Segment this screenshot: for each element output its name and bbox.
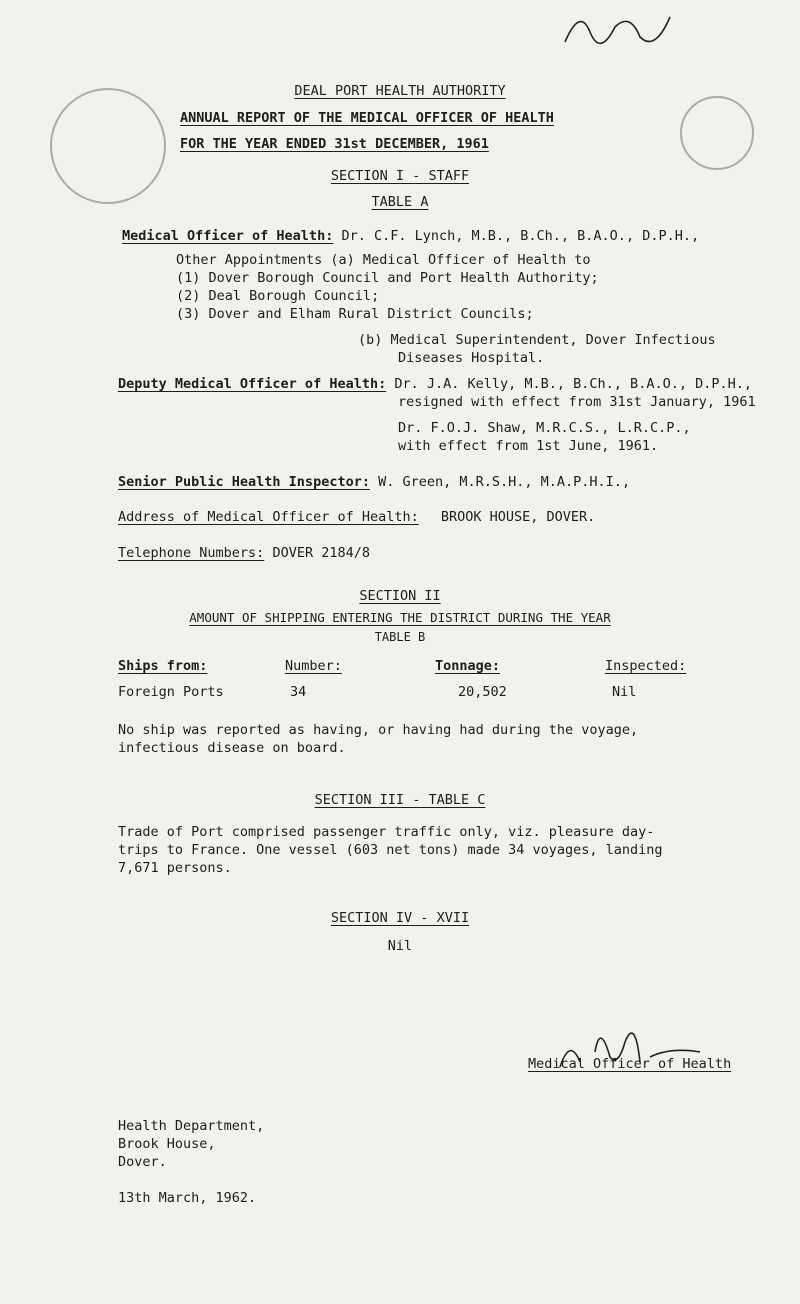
top-signature-scribble (560, 2, 680, 57)
col-number: Number: (285, 658, 342, 674)
phone-line (118, 545, 370, 561)
inspector-label: Senior Public Health Inspector: (118, 474, 370, 490)
inspector-line (118, 474, 630, 490)
moh-value: Dr. C.F. Lynch, M.B., B.Ch., B.A.O., D.P.H., (341, 228, 700, 244)
section3-text-3: 7,671 persons. (118, 860, 232, 876)
deputy-value-2: resigned with effect from 31st January, 1961 (398, 394, 756, 410)
right-seal-stamp (680, 96, 754, 170)
section4-value: Nil (387, 938, 413, 954)
row-inspected: Nil (612, 684, 637, 700)
section3-text-1: Trade of Port comprised passenger traffic only, viz. pleasure day- (118, 824, 655, 840)
footer-address-1: Health Department, (118, 1118, 265, 1134)
col-ships-from: Ships from: (118, 658, 208, 674)
section1-title: SECTION I - STAFF (330, 168, 470, 184)
deputy-value-4: with effect from 1st June, 1961. (398, 438, 659, 454)
footer-date: 13th March, 1962. (118, 1190, 257, 1206)
col-inspected: Inspected: (605, 658, 687, 674)
deputy-value-1: Dr. J.A. Kelly, M.B., B.Ch., B.A.O., D.P.H., (394, 376, 752, 392)
left-seal-stamp (50, 88, 166, 204)
phone-label: Telephone Numbers: (118, 545, 265, 561)
footer-address-3: Dover. (118, 1154, 167, 1170)
row-ships-from: Foreign Ports (118, 684, 224, 700)
appointment-2: (2) Deal Borough Council; (176, 288, 380, 304)
section2-note-1: No ship was reported as having, or having had during the voyage, (118, 722, 639, 738)
moh-line (122, 228, 699, 244)
section2-note-2: infectious disease on board. (118, 740, 346, 756)
section4-title: SECTION IV - XVII (330, 910, 470, 926)
deputy-label: Deputy Medical Officer of Health: (118, 376, 387, 392)
row-tonnage: 20,502 (458, 684, 507, 700)
inspector-value: W. Green, M.R.S.H., M.A.P.H.I., (378, 474, 631, 490)
appointment-1: (1) Dover Borough Council and Port Health Authority; (176, 270, 599, 286)
appointment-3: (3) Dover and Elham Rural District Councils; (176, 306, 534, 322)
section2-subtitle: AMOUNT OF SHIPPING ENTERING THE DISTRICT DURING THE YEAR (189, 610, 611, 625)
section3-title: SECTION III - TABLE C (314, 792, 486, 808)
footer-address-2: Brook House, (118, 1136, 216, 1152)
phone-value: DOVER 2184/8 (272, 545, 370, 561)
header-report-title: ANNUAL REPORT OF THE MEDICAL OFFICER OF HEALTH (180, 110, 554, 126)
other-appointments: Other Appointments (a) Medical Officer of Health to (176, 252, 591, 268)
header-authority: DEAL PORT HEALTH AUTHORITY (294, 83, 506, 99)
signature-title: Medical Officer of Health (528, 1056, 732, 1072)
table-b-label: TABLE B (374, 630, 426, 644)
address-value: BROOK HOUSE, DOVER. (440, 509, 596, 525)
deputy-value-3: Dr. F.O.J. Shaw, M.R.C.S., L.R.C.P., (398, 420, 691, 436)
section2-title: SECTION II (359, 588, 441, 604)
header-year-ended: FOR THE YEAR ENDED 31st DECEMBER, 1961 (180, 136, 489, 152)
section3-text-2: trips to France. One vessel (603 net tons) made 34 voyages, landing (118, 842, 663, 858)
row-number: 34 (290, 684, 307, 700)
deputy-line (118, 376, 752, 392)
table-a-label: TABLE A (371, 194, 429, 210)
col-tonnage: Tonnage: (435, 658, 501, 674)
appointment-b-line2: Diseases Hospital. (398, 350, 545, 366)
moh-label: Medical Officer of Health: (122, 228, 334, 244)
address-label: Address of Medical Officer of Health: (118, 509, 419, 525)
address-line (118, 509, 595, 525)
appointment-b-line1: (b) Medical Superintendent, Dover Infectious (358, 332, 716, 348)
